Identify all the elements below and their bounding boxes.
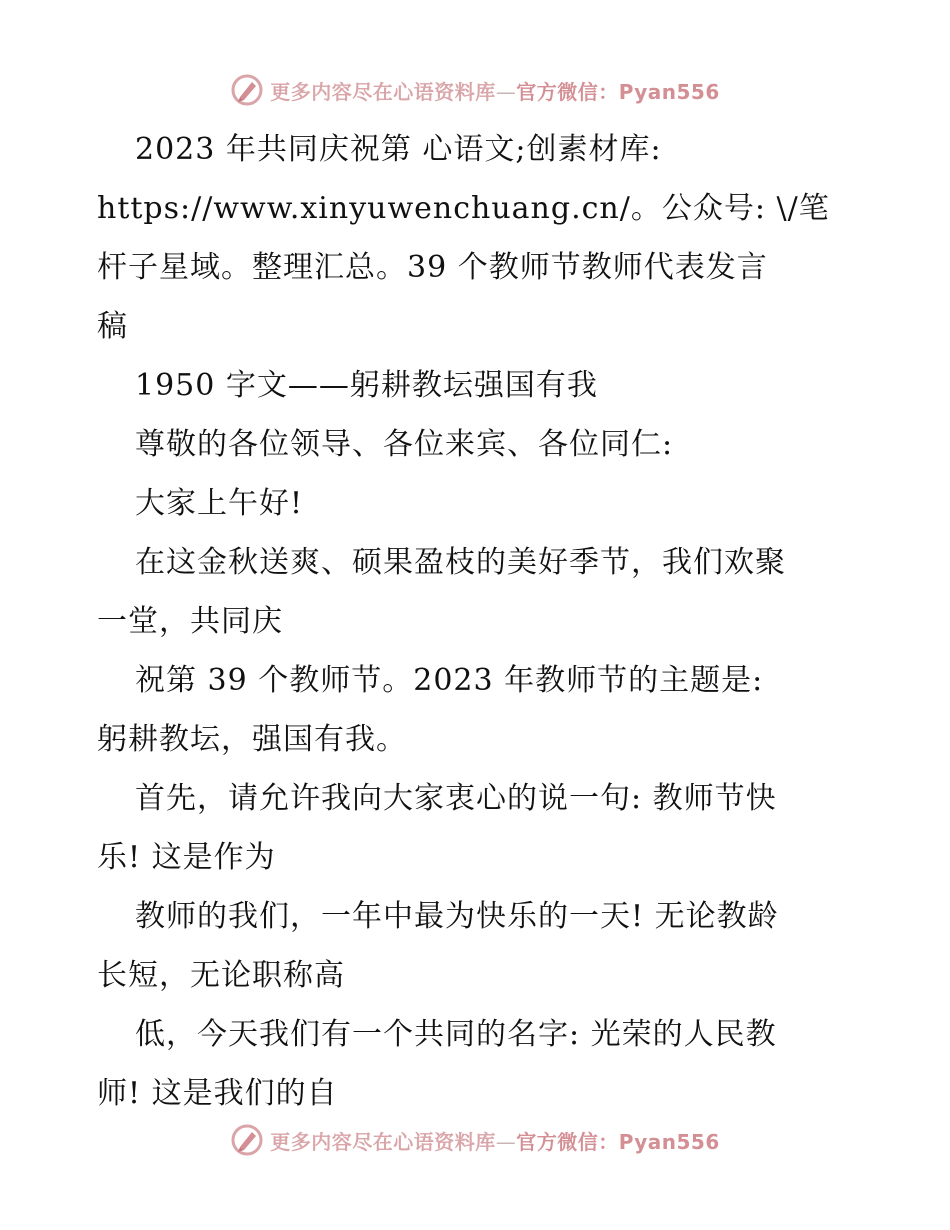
text-line: 低，今天我们有一个共同的名字: 光荣的人民教 [135,1017,777,1052]
pen-nib-logo-icon [230,1123,264,1157]
footer-watermark-banner [0,1120,950,1160]
header-watermark-banner [0,70,950,110]
banner-contact-text: 官方微信：Pyan556 [516,79,720,104]
text-line: 教师的我们，一年中最为快乐的一天! 无论教龄 [135,899,779,934]
banner-separator: — [495,79,517,104]
text-line: 祝第 39 个教师节。2023 年教师节的主题是: [135,663,764,698]
pen-nib-logo-icon [230,73,264,107]
text-line: 稿 [97,309,128,344]
text-line: 一堂，共同庆 [97,604,283,639]
banner-site-text: 更多内容尽在心语资料库 [270,79,496,104]
text-line: 1950 字文——躬耕教坛强国有我 [135,368,598,403]
text-line: 在这金秋送爽、硕果盈枝的美好季节，我们欢聚 [135,545,786,580]
text-line: 首先，请允许我向大家衷心的说一句: 教师节快 [135,781,777,816]
text-line: 长短，无论职称高 [97,958,345,993]
text-line: 师! 这是我们的自 [97,1076,338,1111]
banner-site-text: 更多内容尽在心语资料库 [270,1129,496,1154]
banner-separator: — [495,1129,517,1154]
text-line: 杆子星域。整理汇总。39 个教师节教师代表发言 [97,250,768,285]
banner-text [270,1126,720,1155]
document-body [97,120,857,1123]
text-line: 乐! 这是作为 [97,840,276,875]
text-line: 2023 年共同庆祝第 心语文;创素材库: [135,132,662,167]
text-line: https://www.xinyuwenchuang.cn/。公众号: \/笔 [97,191,830,226]
text-line: 大家上午好! [135,486,304,521]
text-line: 尊敬的各位领导、各位来宾、各位同仁: [135,427,674,462]
text-line: 躬耕教坛，强国有我。 [97,722,407,757]
banner-contact-text: 官方微信：Pyan556 [516,1129,720,1154]
banner-text [270,76,720,105]
